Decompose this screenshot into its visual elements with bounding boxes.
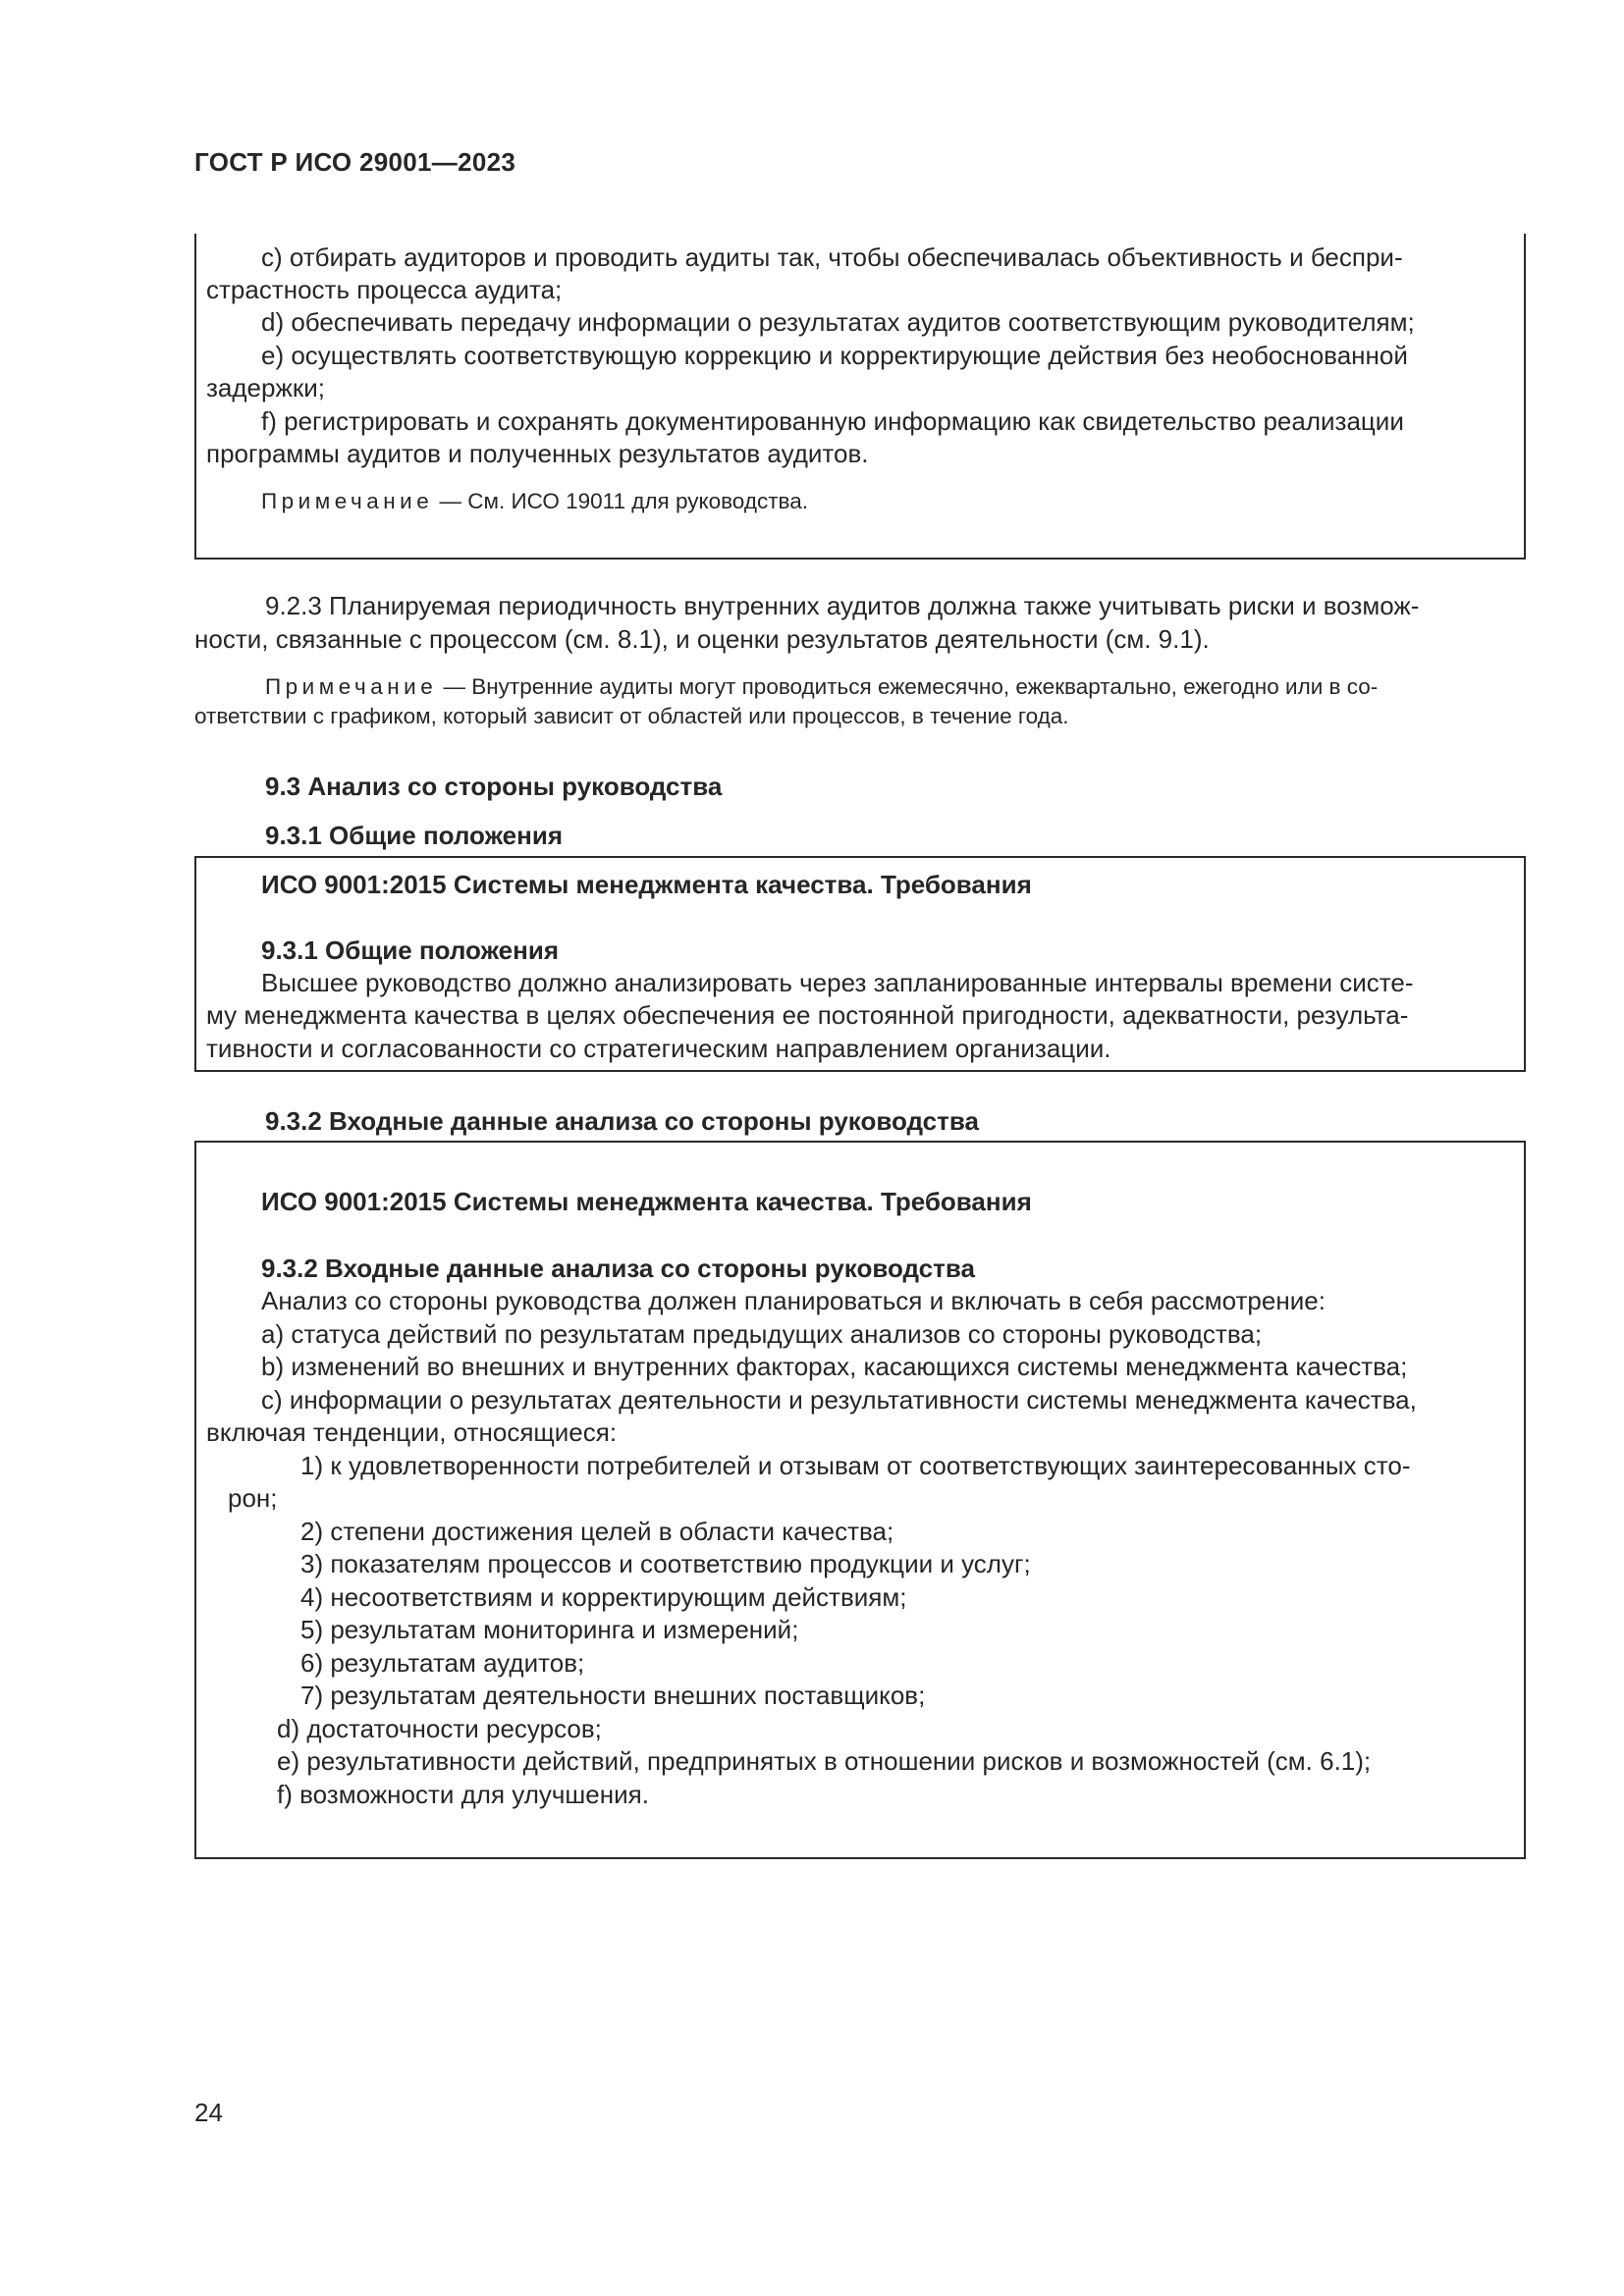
heading-9-3: 9.3 Анализ со стороны руководства [265,772,723,801]
box3-sub-3: 3) показателям процессов и соответствию продукции и услуг; [300,1549,1031,1578]
box3-item-a: a) статуса действий по результатам предыдущих анализов со стороны руководства; [261,1319,1263,1349]
box3-sub-4: 4) несоответствиям и корректирующим действиям; [300,1582,907,1612]
box1-line-f-cont: программы аудитов и полученных результатов аудитов. [206,439,869,468]
box3-intro: Анализ со стороны руководства должен планироваться и включать в себя рассмотрение: [261,1286,1326,1315]
box1-line-d: d) обеспечивать передачу информации о результатах аудитов соответствующим руководителям; [261,307,1415,337]
page-header: ГОСТ Р ИСО 29001—2023 [194,147,516,177]
box1-line-c: c) отбирать аудиторов и проводить аудиты так, чтобы обеспечивалась объективность и беспри- [261,242,1403,272]
para-923-note [265,672,1378,702]
box3-item-c: c) информации о результатах деятельности и результативности системы менеджмента качества, [261,1385,1417,1415]
para-923-line2: ности, связанные с процессом (см. 8.1), и оценки результатов деятельности (см. 9.1). [194,624,1210,654]
box1-line-e: e) осуществлять соответствующую коррекцию и корректирующие действия без необоснованной [261,341,1408,370]
box2-line2: му менеджмента качества в целях обеспечения ее постоянной пригодности, адекватности, результа- [206,1000,1409,1030]
box2-subtitle: 9.3.1 Общие положения [261,935,559,965]
note-text: — См. ИСО 19011 для руководства. [433,489,808,513]
box1-line-e-cont: задержки; [206,373,325,402]
box3-item-e: e) результативности действий, предпринятых в отношении рисков и возможностей (см. 6.1); [277,1746,1372,1776]
box3-sub-7: 7) результатам деятельности внешних поставщиков; [300,1681,926,1710]
box1-line-f: f) регистрировать и сохранять документированную информацию как свидетельство реализации [261,406,1404,436]
para-923-note-cont: ответствии с графиком, который зависит от областей или процессов, в течение года. [194,704,1069,728]
note-label: Примечание [261,489,434,513]
box1-line-c-cont: страстность процесса аудита; [206,275,563,304]
box1-note [261,487,808,516]
para-923-line1: 9.2.3 Планируемая периодичность внутренних аудитов должна также учитывать риски и возмож- [265,591,1420,620]
box3-item-f: f) возможности для улучшения. [277,1780,649,1809]
box3-item-d: d) достаточности ресурсов; [277,1714,602,1743]
box2-title: ИСО 9001:2015 Системы менеджмента качества. Требования [261,870,1032,899]
box3-sub-5: 5) результатам мониторинга и измерений; [300,1615,799,1644]
box3-sub-2: 2) степени достижения целей в области качества; [300,1517,894,1546]
box3-item-b: b) изменений во внешних и внутренних факторах, касающихся системы менеджмента качества; [261,1352,1408,1381]
box3-item-c-cont: включая тенденции, относящиеся: [206,1417,618,1447]
box3-title: ИСО 9001:2015 Системы менеджмента качества. Требования [261,1187,1032,1216]
box3-subtitle: 9.3.2 Входные данные анализа со стороны руководства [261,1254,975,1283]
heading-9-3-1: 9.3.1 Общие положения [265,821,563,850]
box2-line3: тивности и согласованности со стратегическим направлением организации. [206,1034,1111,1063]
note-label: Примечание [265,674,438,699]
box3-sub-1: 1) к удовлетворенности потребителей и отзывам от соответствующих заинтересованных сто- [300,1451,1411,1480]
note-text: — Внутренние аудиты могут проводиться ежемесячно, ежеквартально, ежегодно или в со- [437,674,1379,699]
box3-sub-6: 6) результатам аудитов; [300,1648,585,1678]
heading-9-3-2: 9.3.2 Входные данные анализа со стороны руководства [265,1106,979,1136]
page-number: 24 [194,2098,223,2127]
box3-sub-1-cont: рон; [228,1483,278,1513]
box2-line1: Высшее руководство должно анализировать через запланированные интервалы времени систе- [261,968,1414,997]
